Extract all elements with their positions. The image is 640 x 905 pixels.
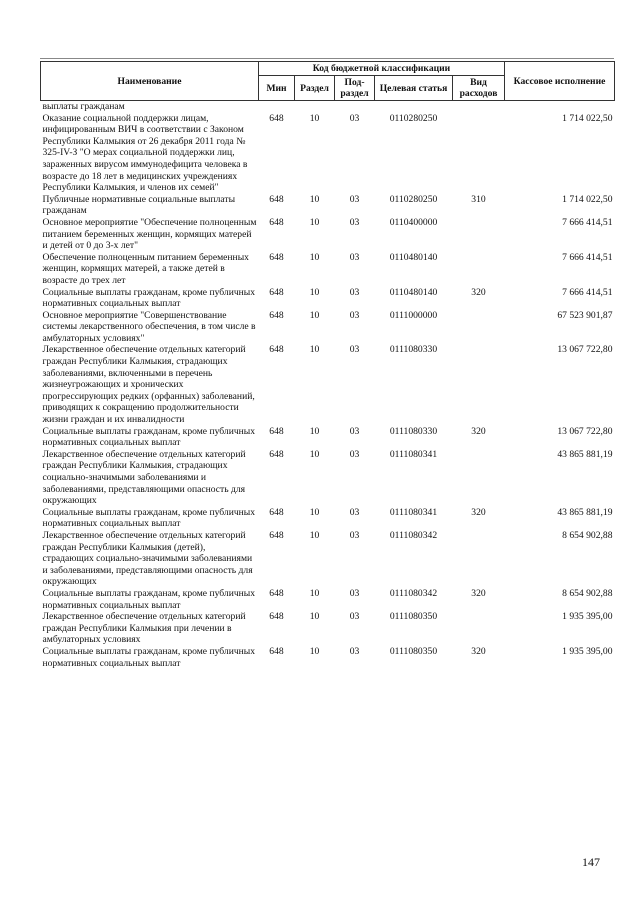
row-amount: 1 714 022,50 — [562, 112, 613, 124]
row-vid — [453, 113, 505, 194]
row-name: Публичные нормативные социальные выплаты гражданам — [42, 193, 236, 217]
row-amount: 43 865 881,19 — [557, 448, 613, 460]
row-target: 0111080341 — [389, 448, 438, 460]
row-target: 0110480140 — [389, 251, 438, 263]
row-amount: 8 654 902,88 — [562, 587, 613, 599]
table-row — [41, 588, 615, 611]
row-podrazdel: 03 — [349, 611, 360, 623]
row-name: Лекарственное обеспечение отдельных категорий граждан Республики Калмыкия (детей), страдающих социально-значимыми заболеваниями и заболеваниями, представляющими опасность для окружающих — [42, 529, 253, 588]
row-target: 0111080342 — [389, 529, 438, 541]
row-vid: 320 — [471, 425, 486, 437]
table-row — [41, 310, 615, 345]
table-row — [41, 611, 615, 646]
row-min: 648 — [269, 309, 284, 321]
row-target: 0110480140 — [389, 286, 438, 298]
row-min: 648 — [269, 344, 284, 356]
row-amount: 13 067 722,80 — [557, 344, 613, 356]
table-row — [41, 252, 615, 287]
row-amount: 7 666 414,51 — [562, 251, 613, 263]
row-target: 0111080342 — [389, 587, 438, 599]
header-target: Целевая статья — [375, 76, 453, 101]
row-min: 648 — [269, 587, 284, 599]
row-podrazdel: 03 — [349, 216, 360, 228]
header-classification-group: Код бюджетной классификации — [259, 62, 505, 76]
row-razdel — [295, 101, 335, 113]
row-min: 648 — [269, 193, 284, 205]
row-amount: 8 654 902,88 — [562, 529, 613, 541]
row-podrazdel: 03 — [349, 587, 360, 599]
row-min: 648 — [269, 645, 284, 657]
table-row — [41, 194, 615, 217]
row-name: Лекарственное обеспечение отдельных категорий граждан Республики Калмыкия, страдающих социально-значимыми заболеваниями и заболеваниями, представляющими опасность для окружающих — [42, 448, 246, 507]
row-name: выплаты гражданам — [42, 101, 125, 112]
row-razdel: 10 — [309, 344, 320, 356]
row-min: 648 — [269, 448, 284, 460]
row-min: 648 — [269, 216, 284, 228]
row-min: 648 — [269, 611, 284, 623]
row-podrazdel: 03 — [349, 529, 360, 541]
row-target: 0111080350 — [389, 645, 438, 657]
row-vid: 320 — [471, 506, 486, 518]
row-vid: 310 — [471, 193, 486, 205]
row-target — [375, 101, 453, 113]
row-razdel: 10 — [309, 425, 320, 437]
row-amount: 1 935 395,00 — [562, 645, 613, 657]
row-podrazdel: 03 — [349, 344, 360, 356]
row-amount: 1 935 395,00 — [562, 611, 613, 623]
row-name: Социальные выплаты гражданам, кроме публичных нормативных социальных выплат — [42, 425, 256, 449]
row-razdel: 10 — [309, 448, 320, 460]
header-vid: Вид расходов — [453, 76, 505, 101]
row-amount — [505, 101, 615, 113]
row-vid: 320 — [471, 587, 486, 599]
row-razdel: 10 — [309, 587, 320, 599]
row-min: 648 — [269, 251, 284, 263]
row-target: 0110280250 — [389, 193, 438, 205]
row-target: 0111000000 — [389, 309, 438, 321]
row-podrazdel: 03 — [349, 251, 360, 263]
row-target: 0110400000 — [389, 216, 438, 228]
header-name: Наименование — [41, 62, 259, 101]
row-razdel: 10 — [309, 286, 320, 298]
row-podrazdel: 03 — [349, 506, 360, 518]
row-razdel: 10 — [309, 112, 320, 124]
row-podrazdel — [335, 101, 375, 113]
table-row — [41, 507, 615, 530]
table-body — [41, 101, 615, 670]
row-vid — [453, 310, 505, 345]
row-target: 0111080330 — [389, 425, 438, 437]
row-amount: 67 523 901,87 — [557, 309, 613, 321]
table-row — [41, 530, 615, 588]
row-razdel: 10 — [309, 309, 320, 321]
row-razdel: 10 — [309, 193, 320, 205]
row-name: Лекарственное обеспечение отдельных категорий граждан Республики Калмыкия при лечении в амбулаторных условиях — [42, 611, 246, 646]
row-razdel: 10 — [309, 216, 320, 228]
header-amount: Кассовое исполнение — [505, 62, 615, 101]
budget-table — [40, 61, 615, 669]
row-name: Социальные выплаты гражданам, кроме публичных нормативных социальных выплат — [42, 286, 256, 310]
row-vid — [453, 449, 505, 507]
table-row — [41, 217, 615, 252]
header-min: Мин — [259, 76, 295, 101]
row-razdel: 10 — [309, 251, 320, 263]
row-vid: 320 — [471, 645, 486, 657]
top-rule — [40, 58, 614, 59]
row-name: Оказание социальной поддержки лицам, инфицированным ВИЧ в соответствии с Законом Республики Калмыкия от 26 декабря 2011 года № 325-IV-З "О мерах социальной поддержки лиц, зараженных вирусом иммунодефицита человека в возрасте до 18 лет в медицинских учреждениях Республики Калмыкия, и членов их семей" — [42, 112, 248, 194]
row-podrazdel: 03 — [349, 645, 360, 657]
row-name: Социальные выплаты гражданам, кроме публичных нормативных социальных выплат — [42, 645, 256, 669]
header-razdel: Раздел — [295, 76, 335, 101]
row-amount: 1 714 022,50 — [562, 193, 613, 205]
row-razdel: 10 — [309, 529, 320, 541]
row-target: 0111080330 — [389, 344, 438, 356]
row-podrazdel: 03 — [349, 286, 360, 298]
row-name: Социальные выплаты гражданам, кроме публичных нормативных социальных выплат — [42, 506, 256, 530]
row-podrazdel: 03 — [349, 425, 360, 437]
row-name: Лекарственное обеспечение отдельных категорий граждан Республики Калмыкия, страдающих заболеваниями, включенными в перечень жизнеугрожающих и хронических прогрессирующих редких (орфанных) заболеваний, приводящих к сокращению продолжительности жизни граждан и их инвалидности — [42, 344, 255, 426]
table-row — [41, 344, 615, 425]
row-min: 648 — [269, 425, 284, 437]
row-razdel: 10 — [309, 645, 320, 657]
row-podrazdel: 03 — [349, 309, 360, 321]
row-name: Основное мероприятие "Обеспечение полноценным питанием беременных женщин, кормящих матерей и детей от 0 до 3-х лет" — [42, 216, 257, 252]
row-target: 0111080350 — [389, 611, 438, 623]
row-podrazdel: 03 — [349, 193, 360, 205]
header-podrazdel: Под-раздел — [335, 76, 375, 101]
row-name: Социальные выплаты гражданам, кроме публичных нормативных социальных выплат — [42, 587, 256, 611]
row-target: 0111080341 — [389, 506, 438, 518]
row-target: 0110280250 — [389, 112, 438, 124]
row-amount: 7 666 414,51 — [562, 216, 613, 228]
table-row — [41, 646, 615, 669]
row-vid — [453, 344, 505, 425]
row-podrazdel: 03 — [349, 112, 360, 124]
row-razdel: 10 — [309, 611, 320, 623]
row-razdel: 10 — [309, 506, 320, 518]
row-min — [259, 101, 295, 113]
page-number: 147 — [582, 855, 600, 869]
row-vid — [453, 217, 505, 252]
table-row — [41, 101, 615, 113]
table-row — [41, 113, 615, 194]
row-min: 648 — [269, 529, 284, 541]
row-podrazdel: 03 — [349, 448, 360, 460]
table-header — [41, 62, 615, 101]
row-min: 648 — [269, 286, 284, 298]
row-vid — [453, 101, 505, 113]
table-row — [41, 449, 615, 507]
table-row — [41, 426, 615, 449]
row-vid — [453, 252, 505, 287]
row-vid — [453, 530, 505, 588]
row-amount: 13 067 722,80 — [557, 425, 613, 437]
table-row — [41, 287, 615, 310]
row-name: Основное мероприятие "Совершенствование системы лекарственного обеспечения, в том числе в амбулаторных условиях" — [42, 309, 256, 344]
row-name: Обеспечение полноценным питанием беременных женщин, кормящих матерей, а также детей в возрасте до трех лет — [42, 251, 249, 286]
row-vid — [453, 611, 505, 646]
row-amount: 7 666 414,51 — [562, 286, 613, 298]
row-min: 648 — [269, 112, 284, 124]
row-min: 648 — [269, 506, 284, 518]
row-vid: 320 — [471, 286, 486, 298]
row-amount: 43 865 881,19 — [557, 506, 613, 518]
